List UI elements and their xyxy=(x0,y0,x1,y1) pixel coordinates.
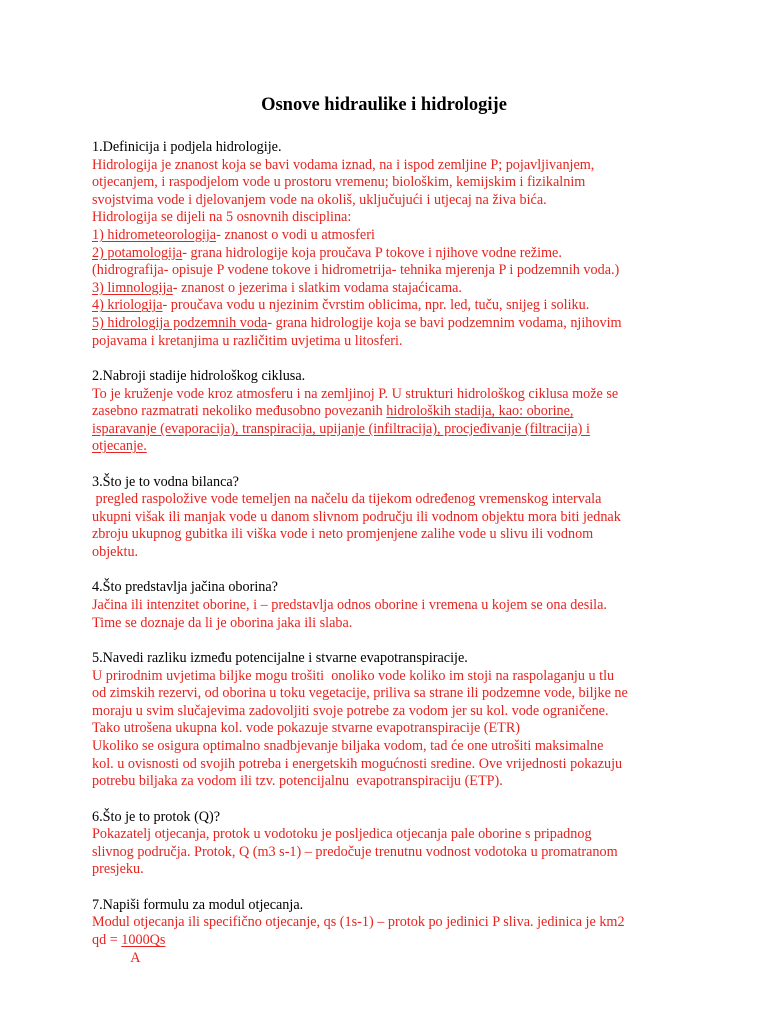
answer-text: - znanost o vodi u atmosferi xyxy=(216,226,375,243)
answer-text: Hidrologija je znanost koja se bavi vodama iznad, na i ispod zemljine P; pojavljivanjem, xyxy=(92,156,595,173)
answer-line xyxy=(92,703,712,721)
answer-text: qd = xyxy=(92,931,122,948)
answer-line xyxy=(92,403,712,421)
answer-line xyxy=(92,262,712,280)
answer-text: (hidrografija- opisuje P vodene tokove i hidrometrija- tehnika mjerenja P i podzemnih voda.) xyxy=(92,262,620,279)
answer-text: pojavama i kretanjima u različitim uvjetima u litosferi. xyxy=(92,332,403,349)
answer-line xyxy=(92,932,712,950)
answer-line xyxy=(92,297,712,315)
answer-text: presjeku. xyxy=(92,861,144,878)
answer-line xyxy=(92,756,712,774)
answer-line xyxy=(92,333,712,351)
underlined-text: 2) potamologija xyxy=(92,244,183,261)
answer-line xyxy=(92,615,712,633)
underlined-text: 1000Qs xyxy=(121,931,166,948)
section-spacer xyxy=(92,562,712,580)
answer-text: moraju u svim slučajevima zadovoljiti svoje potrebe za vodom jer su kol. vode ograničene. xyxy=(92,702,609,719)
section-spacer xyxy=(92,456,712,474)
question-heading: 4.Što predstavlja jačina oborina? xyxy=(92,579,278,596)
question-heading: 5.Navedi razliku između potencijalne i stvarne evapotranspiracije. xyxy=(92,650,468,667)
answer-text: Time se doznaje da li je oborina jaka ili slaba. xyxy=(92,614,353,631)
answer-line xyxy=(92,245,712,263)
answer-text: - znanost o jezerima i slatkim vodama stajaćicama. xyxy=(172,279,462,296)
answer-line xyxy=(92,720,712,738)
section-spacer xyxy=(92,350,712,368)
underlined-text: hidroloških stadija, kao: oborine, xyxy=(386,403,574,420)
section-spacer xyxy=(92,791,712,809)
answer-text: Hidrologija se dijeli na 5 osnovnih disciplina: xyxy=(92,209,352,226)
answer-line xyxy=(92,597,712,615)
answer-line xyxy=(92,685,712,703)
answer-text: Jačina ili intenzitet oborine, i – predstavlja odnos oborine i vremena u kojem se ona desila. xyxy=(92,597,607,614)
underlined-text: 4) kriologija xyxy=(92,297,163,314)
answer-line xyxy=(92,386,712,404)
answer-text: zasebno razmatrati nekoliko međusobno povezanih xyxy=(92,403,387,420)
answer-line xyxy=(92,668,712,686)
answer-text: - grana hidrologije koja proučava P tokove i njihove vodne režime. xyxy=(182,244,562,261)
answer-text: Modul otjecanja ili specifično otjecanje, qs (1s-1) – protok po jedinici P sliva. jedinica je km2 xyxy=(92,914,625,931)
answer-text: Tako utrošena ukupna kol. vode pokazuje stvarne evapotranspiracije (ETR) xyxy=(92,720,521,737)
answer-line xyxy=(92,315,712,333)
answer-text: potrebu biljaka za vodom ili tzv. potencijalnu evapotranspiraciju (ETP). xyxy=(92,773,503,790)
answer-text: Ukoliko se osigura optimalno snadbjevanje biljaka vodom, tad će one utrošiti maksimalne xyxy=(92,738,604,754)
question-heading: 1.Definicija i podjela hidrologije. xyxy=(92,139,282,155)
question-heading: 2.Nabroji stadije hidrološkog ciklusa. xyxy=(92,367,306,384)
answer-line xyxy=(92,227,712,245)
answer-text: od zimskih rezervi, od oborina u toku vegetacije, priliva sa strane ili podzemne vode, biljke ne xyxy=(92,685,628,702)
answer-line xyxy=(92,157,712,175)
answer-line xyxy=(92,209,712,227)
question-heading: 3.Što je to vodna bilanca? xyxy=(92,473,239,490)
answer-line xyxy=(92,738,712,756)
answer-line xyxy=(92,438,712,456)
underlined-text: 1) hidrometeorologija xyxy=(92,226,217,243)
answer-line xyxy=(92,280,712,298)
page-title: Osnove hidraulike i hidrologije xyxy=(261,95,507,115)
answer-line xyxy=(92,844,712,862)
answer-text: To je kruženje vode kroz atmosferu i na zemljinoj P. U strukturi hidrološkog ciklusa može se xyxy=(92,385,619,402)
question-heading: 6.Što je to protok (Q)? xyxy=(92,808,221,825)
answer-text: svojstvima vode i djelovanjem vode na okoliš, uključujući i utjecaj na živa bića. xyxy=(92,191,547,208)
answer-text: pregled raspoložive vode temeljen na načelu da tijekom određenog vremenskog intervala xyxy=(92,491,602,508)
answer-line xyxy=(92,421,712,439)
answer-text: Pokazatelj otjecanja, protok u vodotoku je posljedica otjecanja pale oborine s pripadnog xyxy=(92,826,592,843)
answer-text: slivnog područja. Protok, Q (m3 s-1) – predočuje trenutnu vodnost vodotoka u promatranom xyxy=(92,843,618,860)
answer-line xyxy=(92,914,712,932)
answer-line xyxy=(92,174,712,192)
document-body xyxy=(92,139,712,967)
answer-text: - proučava vodu u njezinim čvrstim oblicima, npr. led, tuču, snijeg i soliku. xyxy=(162,297,590,314)
answer-text: kol. u ovisnosti od svojih potreba i energetskih mogućnosti sredine. Ove vrijednosti pokazuju xyxy=(92,755,623,772)
answer-text: objektu. xyxy=(92,544,139,561)
answer-text: zbroju ukupnog gubitka ili viška vode i neto promjenjene zalihe vode u slivu ili vodnom xyxy=(92,526,594,543)
underlined-text: otjecanje. xyxy=(92,438,147,455)
answer-text: A xyxy=(92,949,141,966)
answer-line xyxy=(92,826,712,844)
underlined-text: isparavanje (evaporacija), transpiracija, upijanje (infiltracija), procjeđivanje (filtracija) i xyxy=(92,420,590,437)
answer-text: - grana hidrologije koja se bavi podzemnim vodama, njihovim xyxy=(267,314,622,331)
section-spacer xyxy=(92,879,712,897)
answer-line xyxy=(92,526,712,544)
answer-text: U prirodnim uvjetima biljke mogu trošiti onoliko vode koliko im stoji na raspolaganju u tlu xyxy=(92,667,615,684)
answer-line xyxy=(92,773,712,791)
section-spacer xyxy=(92,632,712,650)
question-heading: 7.Napiši formulu za modul otjecanja. xyxy=(92,896,304,913)
underlined-text: 5) hidrologija podzemnih voda xyxy=(92,314,268,331)
answer-text: ukupni višak ili manjak vode u danom slivnom području ili vodnom objektu mora biti jednak xyxy=(92,508,621,525)
answer-line xyxy=(92,192,712,210)
answer-line xyxy=(92,544,712,562)
answer-line xyxy=(92,491,712,509)
answer-text: otjecanjem, i raspodjelom vode u prostoru vremenu; biološkim, kemijskim i fizikalnim xyxy=(92,174,586,191)
underlined-text: 3) limnologija xyxy=(92,279,173,296)
answer-line xyxy=(92,509,712,527)
answer-line xyxy=(92,950,712,968)
answer-line xyxy=(92,861,712,879)
